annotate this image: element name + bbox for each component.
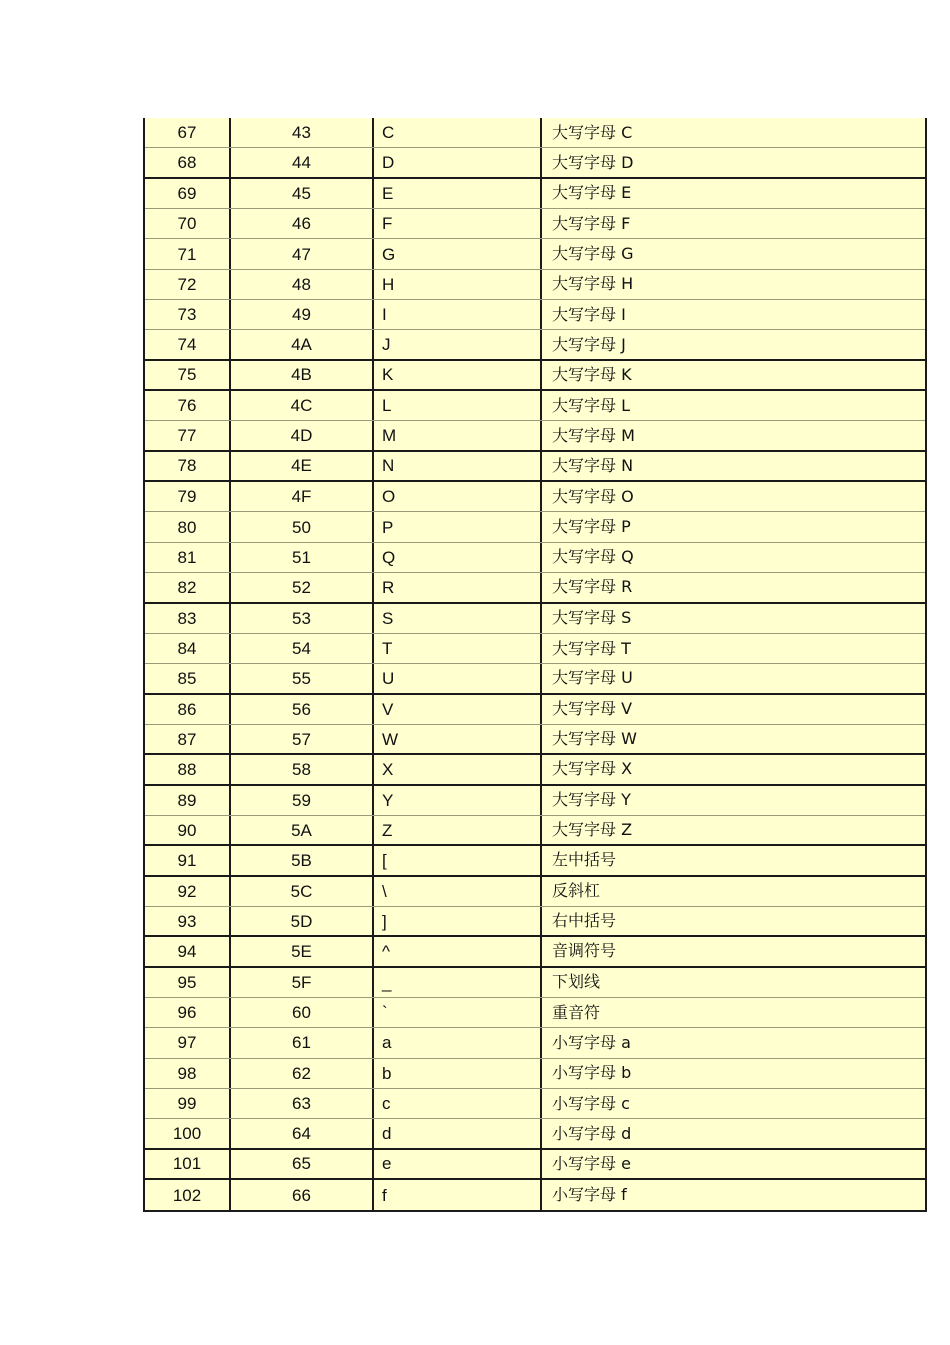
- hex-cell: 55: [231, 664, 374, 692]
- table-row: [145, 664, 925, 694]
- table-row: [145, 604, 925, 634]
- decimal-cell: 98: [145, 1059, 231, 1088]
- description-cell: 重音符: [552, 1002, 601, 1022]
- description-cell: 大写字母 T: [552, 638, 631, 658]
- character-cell: V: [374, 695, 542, 724]
- description-cell: 大写字母 Y: [552, 790, 631, 810]
- decimal-cell: 80: [145, 512, 231, 541]
- description-cell: 小写字母 d: [552, 1123, 632, 1143]
- decimal-cell: 97: [145, 1028, 231, 1057]
- character-cell: [: [374, 846, 542, 874]
- decimal-cell: 101: [145, 1150, 231, 1178]
- description-cell: 小写字母 e: [552, 1153, 631, 1173]
- table-row: [145, 695, 925, 725]
- decimal-cell: 88: [145, 755, 231, 783]
- hex-cell: 4E: [231, 452, 374, 480]
- hex-cell: 5A: [231, 816, 374, 844]
- decimal-cell: 76: [145, 391, 231, 420]
- table-row: [145, 1119, 925, 1149]
- decimal-cell: 100: [145, 1119, 231, 1147]
- table-row: [145, 118, 925, 148]
- hex-cell: 51: [231, 543, 374, 572]
- decimal-cell: 85: [145, 664, 231, 692]
- description-cell: 大写字母 R: [552, 577, 633, 597]
- hex-cell: 63: [231, 1089, 374, 1118]
- decimal-cell: 92: [145, 877, 231, 906]
- description-cell: 音调符号: [552, 941, 617, 961]
- character-cell: f: [374, 1180, 542, 1210]
- table-row: [145, 543, 925, 573]
- description-cell: 小写字母 f: [552, 1185, 627, 1205]
- hex-cell: 53: [231, 604, 374, 633]
- character-cell: Z: [374, 816, 542, 844]
- table-row: [145, 1028, 925, 1058]
- table-row: [145, 452, 925, 482]
- description-cell: 大写字母 W: [552, 729, 637, 749]
- description-cell: 大写字母 M: [552, 425, 635, 445]
- hex-cell: 45: [231, 179, 374, 208]
- decimal-cell: 71: [145, 239, 231, 268]
- table-row: [145, 755, 925, 785]
- table-row: [145, 968, 925, 998]
- character-cell: `: [374, 998, 542, 1027]
- hex-cell: 61: [231, 1028, 374, 1057]
- character-cell: J: [374, 330, 542, 358]
- character-cell: X: [374, 755, 542, 783]
- hex-cell: 64: [231, 1119, 374, 1147]
- description-cell: 大写字母 S: [552, 608, 632, 628]
- decimal-cell: 72: [145, 270, 231, 299]
- hex-cell: 5D: [231, 907, 374, 935]
- hex-cell: 49: [231, 300, 374, 329]
- description-cell: 大写字母 V: [552, 699, 633, 719]
- hex-cell: 60: [231, 998, 374, 1027]
- description-cell: 大写字母 X: [552, 759, 633, 779]
- description-cell: 右中括号: [552, 911, 617, 931]
- decimal-cell: 84: [145, 634, 231, 663]
- description-cell: 大写字母 K: [552, 364, 632, 384]
- character-cell: H: [374, 270, 542, 299]
- character-cell: d: [374, 1119, 542, 1147]
- table-row: [145, 482, 925, 512]
- table-row: [145, 786, 925, 816]
- table-row: [145, 1059, 925, 1089]
- table-row: [145, 148, 925, 178]
- character-cell: S: [374, 604, 542, 633]
- decimal-cell: 68: [145, 148, 231, 176]
- description-cell: 左中括号: [552, 850, 617, 870]
- character-cell: W: [374, 725, 542, 753]
- character-cell: e: [374, 1150, 542, 1178]
- character-cell: U: [374, 664, 542, 692]
- table-row: [145, 209, 925, 239]
- table-row: [145, 1150, 925, 1180]
- hex-cell: 52: [231, 573, 374, 601]
- hex-cell: 62: [231, 1059, 374, 1088]
- table-row: [145, 907, 925, 937]
- decimal-cell: 102: [145, 1180, 231, 1210]
- character-cell: Q: [374, 543, 542, 572]
- hex-cell: 43: [231, 118, 374, 147]
- decimal-cell: 79: [145, 482, 231, 511]
- character-cell: b: [374, 1059, 542, 1088]
- decimal-cell: 99: [145, 1089, 231, 1118]
- description-cell: 小写字母 b: [552, 1063, 632, 1083]
- hex-cell: 59: [231, 786, 374, 815]
- hex-cell: 4B: [231, 361, 374, 389]
- character-cell: P: [374, 512, 542, 541]
- character-cell: M: [374, 421, 542, 449]
- table-row: [145, 300, 925, 330]
- decimal-cell: 96: [145, 998, 231, 1027]
- ascii-table: [143, 118, 927, 1212]
- hex-cell: 4D: [231, 421, 374, 449]
- table-row: [145, 330, 925, 360]
- description-cell: 小写字母 c: [552, 1093, 630, 1113]
- decimal-cell: 69: [145, 179, 231, 208]
- description-cell: 大写字母 C: [552, 122, 633, 142]
- description-cell: 大写字母 U: [552, 668, 633, 688]
- character-cell: R: [374, 573, 542, 601]
- description-cell: 大写字母 Q: [552, 547, 634, 567]
- character-cell: G: [374, 239, 542, 268]
- character-cell: Y: [374, 786, 542, 815]
- table-row: [145, 512, 925, 542]
- decimal-cell: 73: [145, 300, 231, 329]
- decimal-cell: 89: [145, 786, 231, 815]
- table-row: [145, 361, 925, 391]
- decimal-cell: 83: [145, 604, 231, 633]
- description-cell: 大写字母 J: [552, 334, 626, 354]
- character-cell: D: [374, 148, 542, 176]
- description-cell: 下划线: [552, 972, 601, 992]
- hex-cell: 4A: [231, 330, 374, 358]
- description-cell: 大写字母 P: [552, 517, 631, 537]
- hex-cell: 54: [231, 634, 374, 663]
- description-cell: 大写字母 E: [552, 183, 632, 203]
- decimal-cell: 91: [145, 846, 231, 874]
- hex-cell: 66: [231, 1180, 374, 1210]
- decimal-cell: 94: [145, 937, 231, 965]
- table-row: [145, 573, 925, 603]
- table-row: [145, 725, 925, 755]
- decimal-cell: 78: [145, 452, 231, 480]
- decimal-cell: 87: [145, 725, 231, 753]
- character-cell: F: [374, 209, 542, 238]
- decimal-cell: 93: [145, 907, 231, 935]
- hex-cell: 5C: [231, 877, 374, 906]
- description-cell: 小写字母 a: [552, 1032, 631, 1052]
- table-row: [145, 421, 925, 451]
- character-cell: ]: [374, 907, 542, 935]
- hex-cell: 50: [231, 512, 374, 541]
- character-cell: O: [374, 482, 542, 511]
- table-row: [145, 239, 925, 269]
- table-row: [145, 846, 925, 876]
- decimal-cell: 95: [145, 968, 231, 997]
- decimal-cell: 70: [145, 209, 231, 238]
- character-cell: ^: [374, 937, 542, 965]
- character-cell: c: [374, 1089, 542, 1118]
- description-cell: 大写字母 N: [552, 455, 634, 475]
- character-cell: E: [374, 179, 542, 208]
- hex-cell: 4F: [231, 482, 374, 511]
- description-cell: 大写字母 H: [552, 274, 634, 294]
- decimal-cell: 82: [145, 573, 231, 601]
- hex-cell: 5E: [231, 937, 374, 965]
- description-cell: 反斜杠: [552, 881, 601, 901]
- table-row: [145, 877, 925, 907]
- table-row: [145, 816, 925, 846]
- character-cell: K: [374, 361, 542, 389]
- description-cell: 大写字母 I: [552, 304, 626, 324]
- decimal-cell: 75: [145, 361, 231, 389]
- character-cell: L: [374, 391, 542, 420]
- description-cell: 大写字母 G: [552, 244, 634, 264]
- hex-cell: 58: [231, 755, 374, 783]
- table-row: [145, 634, 925, 664]
- decimal-cell: 90: [145, 816, 231, 844]
- character-cell: a: [374, 1028, 542, 1057]
- table-row: [145, 391, 925, 421]
- decimal-cell: 81: [145, 543, 231, 572]
- character-cell: T: [374, 634, 542, 663]
- hex-cell: 56: [231, 695, 374, 724]
- description-cell: 大写字母 D: [552, 152, 634, 172]
- description-cell: 大写字母 Z: [552, 820, 633, 840]
- hex-cell: 44: [231, 148, 374, 176]
- character-cell: C: [374, 118, 542, 147]
- decimal-cell: 86: [145, 695, 231, 724]
- hex-cell: 47: [231, 239, 374, 268]
- description-cell: 大写字母 L: [552, 395, 631, 415]
- table-row: [145, 998, 925, 1028]
- hex-cell: 65: [231, 1150, 374, 1178]
- character-cell: _: [374, 968, 542, 997]
- hex-cell: 46: [231, 209, 374, 238]
- decimal-cell: 67: [145, 118, 231, 147]
- hex-cell: 4C: [231, 391, 374, 420]
- description-cell: 大写字母 F: [552, 213, 631, 233]
- hex-cell: 48: [231, 270, 374, 299]
- character-cell: \: [374, 877, 542, 906]
- character-cell: I: [374, 300, 542, 329]
- character-cell: N: [374, 452, 542, 480]
- decimal-cell: 74: [145, 330, 231, 358]
- decimal-cell: 77: [145, 421, 231, 449]
- table-row: [145, 270, 925, 300]
- table-row: [145, 1180, 925, 1210]
- table-row: [145, 179, 925, 209]
- hex-cell: 5F: [231, 968, 374, 997]
- table-row: [145, 1089, 925, 1119]
- table-row: [145, 937, 925, 967]
- description-cell: 大写字母 O: [552, 486, 634, 506]
- hex-cell: 57: [231, 725, 374, 753]
- hex-cell: 5B: [231, 846, 374, 874]
